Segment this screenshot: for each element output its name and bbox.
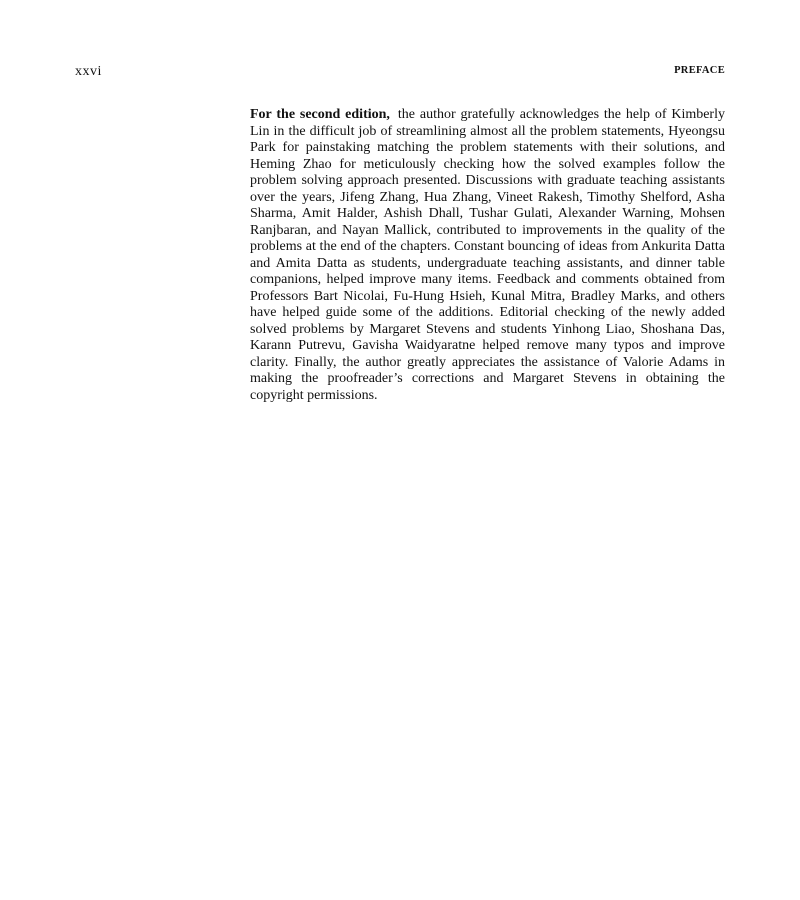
acknowledgements-paragraph (250, 107, 725, 404)
running-head: PREFACE (674, 65, 725, 76)
paragraph-text: the author gratefully acknowledges the help of Kimberly Lin in the difficult job of streamlining almost all the problem statements, Hyeongsu Park for painstaking matching the problem statements with their solutions, and Heming Zhao for meticulously checking how the solved examples follow the problem solving approach presented. Discussions with graduate teaching assistants over the years, Jifeng Zhang, Hua Zhang, Vineet Rakesh, Timothy Shelford, Asha Sharma, Amit Halder, Ashish Dhall, Tushar Gulati, Alexander Warning, Mohsen Ranjbaran, and Nayan Mallick, contributed to improvements in the quality of the problems at the end of the chapters. Constant bouncing of ideas from Ankurita Datta and Amita Datta as students, undergraduate teaching assistants, and dinner table companions, helped improve many items. Feedback and comments obtained from Professors Bart Nicolai, Fu-Hung Hsieh, Kunal Mitra, Bradley Marks, and others have helped guide some of the additions. Editorial checking of the newly added solved problems by Margaret Stevens and students Yinhong Liao, Shoshana Das, Karann Putrevu, Gavisha Waidyaratne helped remove many typos and improve clarity. Finally, the author greatly appreciates the assistance of Valorie Adams in making the proofreader’s corrections and Margaret Stevens in obtaining the copyright permissions. (250, 107, 725, 403)
run-in-heading: For the second edition, (250, 107, 390, 122)
page-header (75, 64, 725, 84)
page-number: xxvi (75, 64, 102, 79)
